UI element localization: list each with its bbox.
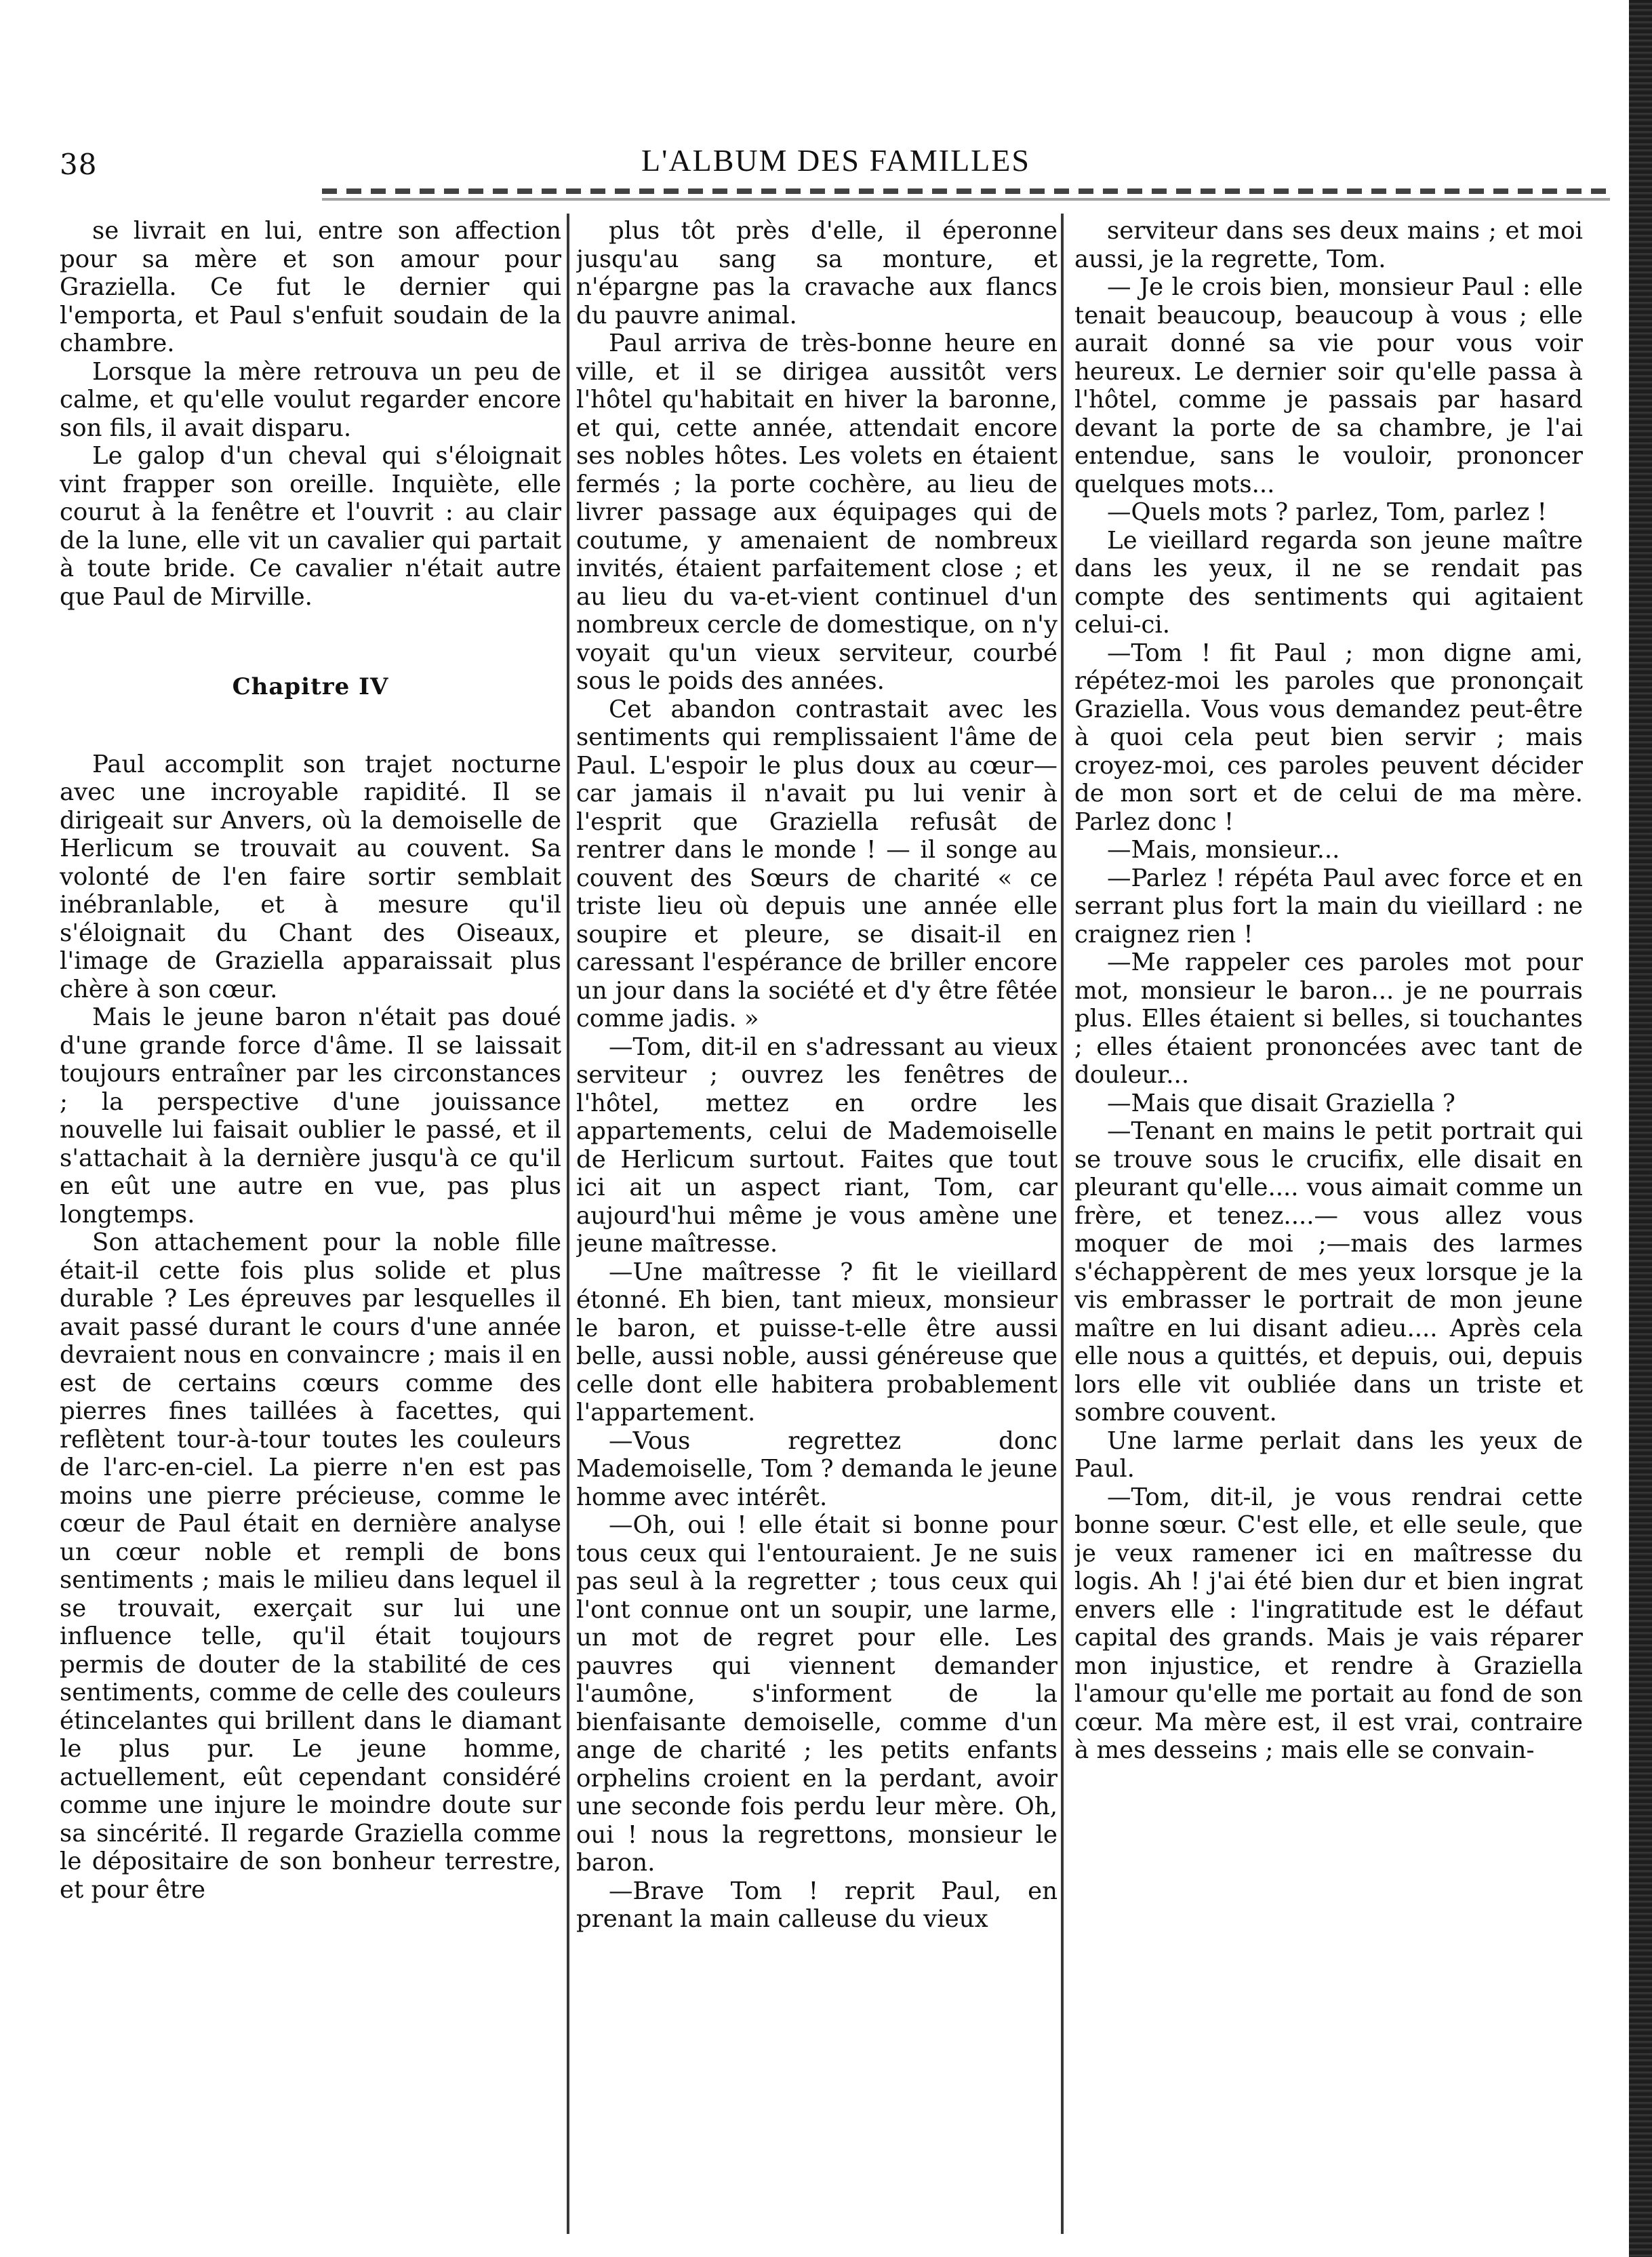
paragraph: —Tom ! fit Paul ; mon digne ami, répétez-moi les paroles que prononçait Graziella. Vous vous demandez peut-être à quoi cela peut bien servir ; mais croyez-moi, ces paroles peuvent décider de mon sort et de celui de ma mère. Parlez donc !	[1074, 639, 1583, 836]
paragraph: —Tom, dit-il en s'adressant au vieux serviteur ; ouvrez les fenêtres de l'hôtel, mettez en ordre les appartements, celui de Mademoiselle de Herlicum surtout. Faites que tout ici ait un aspect riant, Tom, car aujourd'hui même je vous amène une jeune maîtresse.	[576, 1033, 1057, 1258]
paragraph: serviteur dans ses deux mains ; et moi aussi, je la regrette, Tom.	[1074, 217, 1583, 273]
paragraph: — Je le crois bien, monsieur Paul : elle tenait beaucoup, beaucoup à vous ; elle aurait donné sa vie pour vous voir heureux. Le dernier soir qu'elle passa à l'hôtel, comme je passais par hasard devant la porte de sa chambre, je l'ai entendue, sans le vouloir, prononcer quelques mots...	[1074, 273, 1583, 498]
paragraph: —Vous regrettez donc Mademoiselle, Tom ? demanda le jeune homme avec intérêt.	[576, 1426, 1057, 1511]
chapter-title: Chapitre IV	[232, 673, 389, 700]
paragraph: —Oh, oui ! elle était si bonne pour tous ceux qui l'entouraient. Je ne suis pas seul à la regretter ; tous ceux qui l'ont connue ont un soupir, une larme, un mot de regret pour elle. Les pauvres qui viennent demander l'aumône, s'informent de la bienfaisante demoiselle, comme d'un ange de charité ; les petits enfants orphelins croient en la perdant, avoir une seconde fois perdu leur mère. Oh, oui ! nous la regrettons, monsieur le baron.	[576, 1511, 1057, 1877]
journal-title: L'ALBUM DES FAMILLES	[641, 143, 1030, 178]
text-column	[1074, 217, 1583, 2231]
paragraph: —Mais que disait Graziella ?	[1107, 1089, 1455, 1117]
page-header	[60, 142, 1612, 190]
scan-edge-strip	[1629, 0, 1652, 2257]
paragraph: Le galop d'un cheval qui s'éloignait vint frapper son oreille. Inquiète, elle courut à la fenêtre et l'ouvrit : au clair de la lune, elle vit un cavalier qui partait à toute bride. Ce cavalier n'était autre que Paul de Mirville.	[60, 442, 561, 611]
paragraph: Son attachement pour la noble fille était-il cette fois plus solide et plus durable ? Les épreuves par lesquelles il avait passé durant le cours d'une année devraient nous en convaincre ; mais il en est de certains cœurs comme des pierres fines taillées à facettes, qui reflètent tour-à-tour toutes les couleurs de l'arc-en-ciel. La pierre n'en est pas moins une pierre précieuse, comme le cœur de Paul était en dernière analyse un cœur noble et rempli de bons sentiments ; mais le milieu dans lequel il se trouvait, exerçait sur lui une influence telle, qu'il était toujours permis de douter de la stabilité de ces sentiments, comme de celle des couleurs étincelantes qui brillent dans le diamant le plus pur. Le jeune homme, actuellement, eût cependant considéré comme une injure le moindre doute sur sa sincérité. Il regarde Graziella comme le dépositaire de son bonheur terrestre, et pour être	[60, 1229, 561, 1904]
paragraph: —Tenant en mains le petit portrait qui se trouve sous le crucifix, elle disait en pleurant qu'elle.... vous aimait comme un frère, et tenez....— vous allez vous moquer de moi ;—mais des larmes s'échappèrent de mes yeux lorsque je la vis embrasser le portrait de mon jeune maître en lui disant adieu.... Après cela elle nous a quittés, et depuis, oui, depuis lors elle vit oubliée dans un triste et sombre couvent.	[1074, 1117, 1583, 1426]
paragraph: Le vieillard regarda son jeune maître dans les yeux, il ne se rendait pas compte des sentiments qui agitaient celui-ci.	[1074, 526, 1583, 639]
header-rule	[322, 188, 1610, 194]
paragraph: —Une maîtresse ? fit le vieillard étonné. Eh bien, tant mieux, monsieur le baron, et puisse-t-elle être aussi belle, aussi noble, aussi généreuse que celle dont elle habitera probablement l'appartement.	[576, 1258, 1057, 1426]
paragraph: Cet abandon contrastait avec les sentiments qui remplissaient l'âme de Paul. L'espoir le plus doux au cœur—car jamais il n'avait pu lui venir à l'esprit que Graziella refusât de rentrer dans le monde ! — il songe au couvent des Sœurs de charité « ce triste lieu où depuis une année elle soupire et pleure, se disait-il en caressant l'espérance de briller encore un jour dans la société et d'y être fêtée comme jadis. »	[576, 695, 1057, 1033]
paragraph: Paul arriva de très-bonne heure en ville, et il se dirigea aussitôt vers l'hôtel qu'habitait en hiver la baronne, et qui, cette année, attendait encore ses nobles hôtes. Les volets en étaient fermés ; la porte cochère, au lieu de livrer passage aux équipages qui de coutume, y amenaient de nombreux invités, étaient parfaitement close ; et au lieu du va-et-vient continuel d'un nombreux cercle de domestique, on n'y voyait qu'un vieux serviteur, courbé sous le poids des années.	[576, 329, 1057, 695]
column-rule	[1061, 214, 1064, 2234]
paragraph: se livrait en lui, entre son affection pour sa mère et son amour pour Graziella. Ce fut le dernier qui l'emporta, et Paul s'enfuit soudain de la chambre.	[60, 217, 561, 357]
paragraph: Mais le jeune baron n'était pas doué d'une grande force d'âme. Il se laissait toujours entraîner par les circonstances ; la perspective d'une jouissance nouvelle lui faisait oublier le passé, et il s'attachait à la dernière jusqu'à ce qu'il en eût une autre en vue, pas plus longtemps.	[60, 1003, 561, 1229]
paragraph: Paul accomplit son trajet nocturne avec une incroyable rapidité. Il se dirigeait sur Anvers, où la demoiselle de Herlicum se trouvait au couvent. Sa volonté de l'en faire sortir semblait inébranlable, et à mesure qu'il s'éloignait du Chant des Oiseaux, l'image de Graziella apparaissait plus chère à son cœur.	[60, 750, 561, 1003]
paragraph: —Tom, dit-il, je vous rendrai cette bonne sœur. C'est elle, et elle seule, que je veux ramener ici en maîtresse du logis. Ah ! j'ai été bien dur et bien ingrat envers elle : l'ingratitude est le défaut capital des grands. Mais je vais réparer mon injustice, et rendre à Graziella l'amour qu'elle me portait au fond de son cœur. Ma mère est, il est vrai, contraire à mes desseins ; mais elle se convain-	[1074, 1483, 1583, 1764]
paragraph: Une larme perlait dans les yeux de Paul.	[1074, 1426, 1583, 1483]
column-rule	[567, 214, 569, 2234]
paragraph: plus tôt près d'elle, il éperonne jusqu'au sang sa monture, et n'épargne pas la cravache aux flancs du pauvre animal.	[576, 217, 1057, 329]
paragraph: —Quels mots ? parlez, Tom, parlez !	[1107, 498, 1547, 526]
text-column	[60, 217, 561, 2231]
paragraph: —Brave Tom ! reprit Paul, en prenant la main calleuse du vieux	[576, 1877, 1057, 1933]
page-number: 38	[60, 148, 98, 181]
paragraph: —Me rappeler ces paroles mot pour mot, monsieur le baron... je ne pourrais plus. Elles étaient si belles, si touchantes ; elles étaient prononcées avec tant de douleur...	[1074, 948, 1583, 1089]
paragraph: —Mais, monsieur...	[1107, 836, 1340, 864]
paragraph: —Parlez ! répéta Paul avec force et en serrant plus fort la main du vieillard : ne craignez rien !	[1074, 864, 1583, 948]
text-column	[576, 217, 1057, 2231]
paragraph: Lorsque la mère retrouva un peu de calme, et qu'elle voulut regarder encore son fils, il avait disparu.	[60, 357, 561, 442]
